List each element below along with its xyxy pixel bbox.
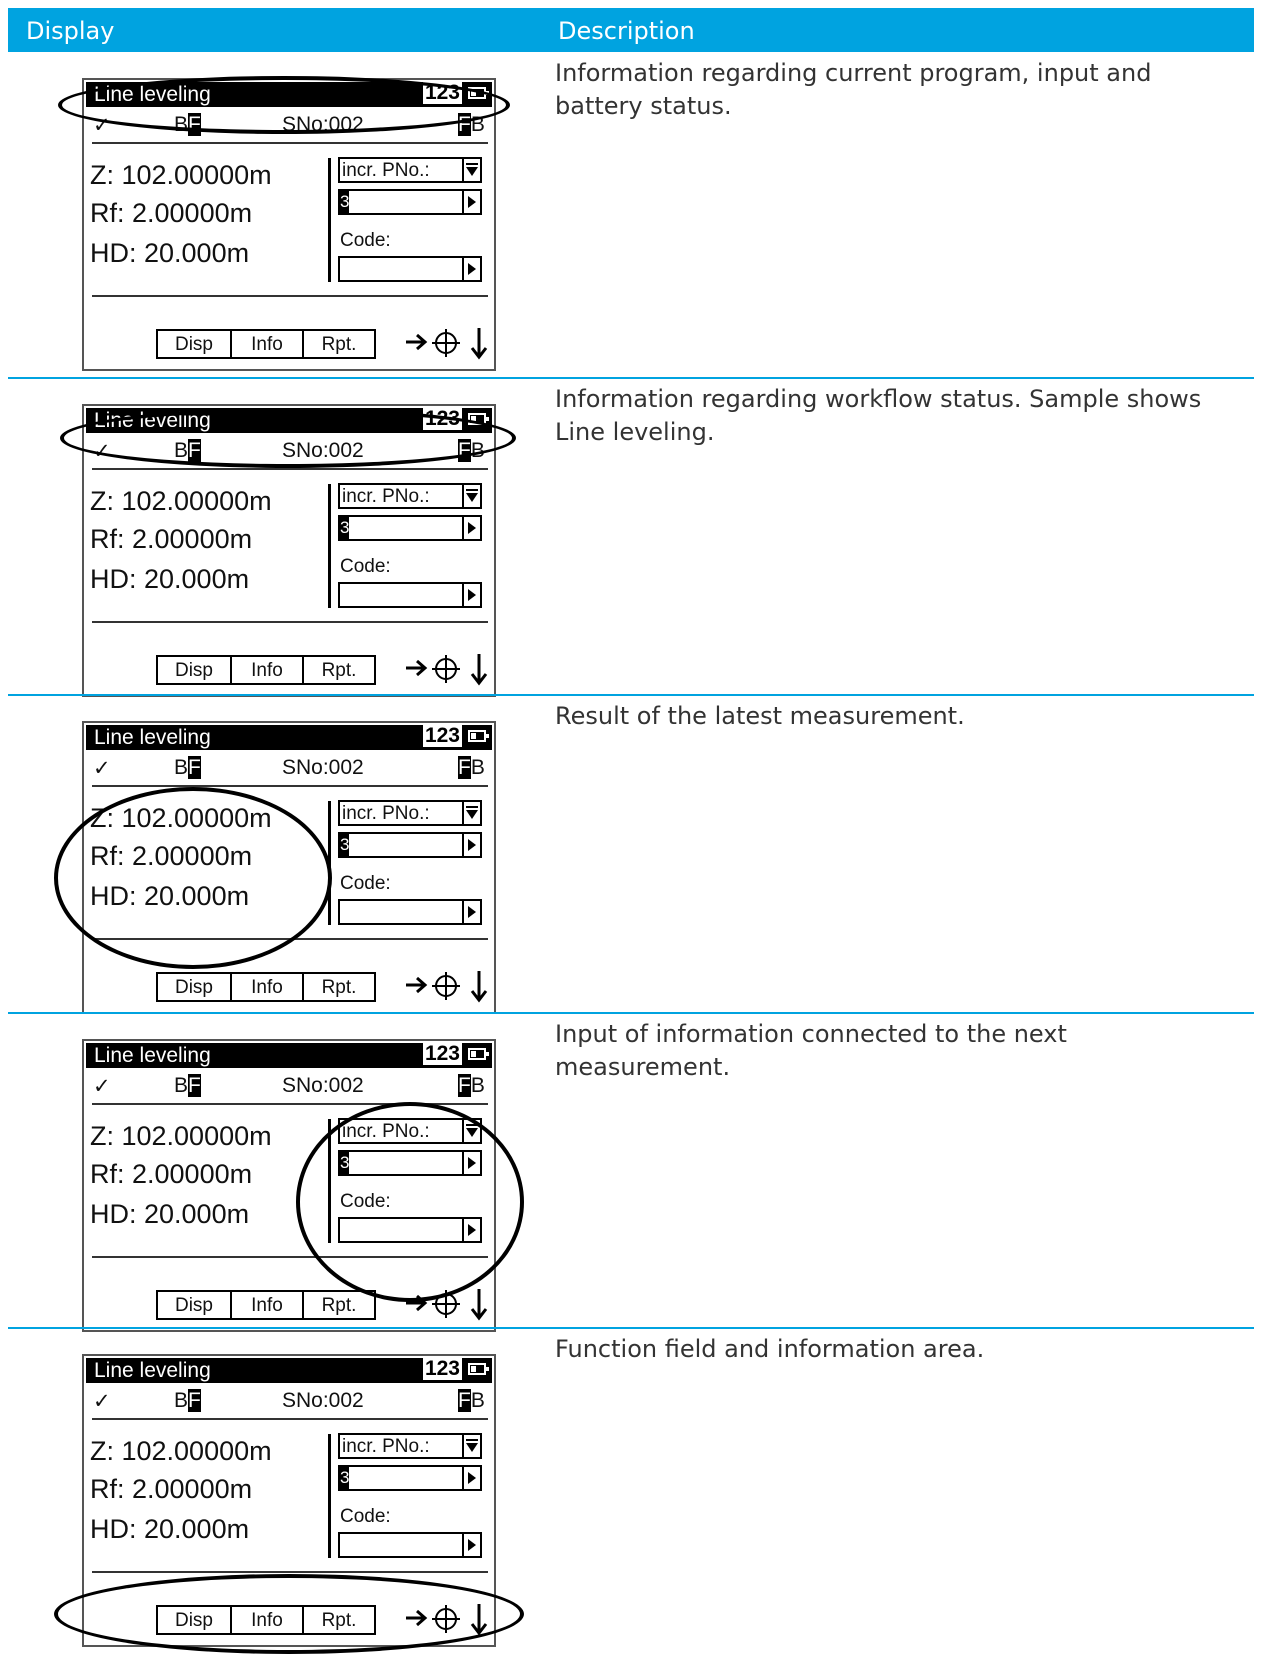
divider-vertical xyxy=(328,484,331,608)
bf-indicator: BF xyxy=(174,756,201,779)
code-input[interactable] xyxy=(338,582,482,608)
play-arrow-icon[interactable] xyxy=(462,901,480,923)
input-mode-indicator: 123 xyxy=(424,81,460,104)
battery-icon xyxy=(468,1363,486,1375)
pno-value: 3 xyxy=(340,192,349,211)
row-separator xyxy=(8,377,1254,379)
bf-indicator: BF xyxy=(174,439,201,462)
fb-indicator: FB xyxy=(458,439,485,462)
program-title: Line leveling xyxy=(94,726,211,749)
fb-indicator: FB xyxy=(458,1074,485,1097)
row-separator xyxy=(8,694,1254,696)
bf-indicator: BF xyxy=(174,1074,201,1097)
divider-top xyxy=(92,785,488,787)
softkey-rpt[interactable]: Rpt. xyxy=(302,972,376,1002)
row-separator xyxy=(8,1327,1254,1329)
fb-indicator: FB xyxy=(458,756,485,779)
rf-value: Rf: 2.00000m xyxy=(90,524,253,554)
softkey-info[interactable]: Info xyxy=(230,655,304,685)
check-icon: ✓ xyxy=(93,114,111,137)
row-description: Result of the latest measurement. xyxy=(555,702,965,730)
pno-input[interactable] xyxy=(338,832,482,858)
arrow-right-icon xyxy=(406,335,425,349)
hd-value: HD: 20.000m xyxy=(90,238,250,268)
input-mode-indicator: 123 xyxy=(424,407,460,430)
z-value: Z: 102.00000m xyxy=(90,486,272,516)
divider-top xyxy=(92,142,488,144)
arrow-right-icon xyxy=(406,661,425,675)
pno-value: 3 xyxy=(340,1153,349,1172)
station-number: SNo:002 xyxy=(282,439,364,462)
play-arrow-icon[interactable] xyxy=(462,1534,480,1556)
rf-value: Rf: 2.00000m xyxy=(90,841,253,871)
pno-input[interactable] xyxy=(338,189,482,215)
softkey-info[interactable]: Info xyxy=(230,972,304,1002)
battery-icon xyxy=(468,1048,486,1060)
pno-mode-select[interactable]: incr. PNo.: xyxy=(338,800,482,826)
pno-mode-select[interactable]: incr. PNo.: xyxy=(338,483,482,509)
softkey-rpt[interactable]: Rpt. xyxy=(302,329,376,359)
arrow-down-icon xyxy=(472,1289,486,1318)
row-description: Information regarding current program, input and battery status. xyxy=(555,59,1152,120)
rf-value: Rf: 2.00000m xyxy=(90,198,253,228)
softkey-disp[interactable]: Disp xyxy=(156,1290,232,1320)
row-description: Input of information connected to the next measurement. xyxy=(555,1020,1067,1081)
pno-input[interactable] xyxy=(338,1465,482,1491)
status-icons xyxy=(404,967,492,1003)
play-arrow-icon[interactable] xyxy=(462,584,480,606)
pno-input[interactable] xyxy=(338,515,482,541)
softkey-disp[interactable]: Disp xyxy=(156,655,232,685)
softkey-disp[interactable]: Disp xyxy=(156,972,232,1002)
highlight-ellipse xyxy=(54,787,332,969)
input-mode-indicator: 123 xyxy=(424,1357,460,1380)
hd-value: HD: 20.000m xyxy=(90,881,250,911)
arrow-down-icon xyxy=(472,328,486,357)
dropdown-arrow-icon[interactable] xyxy=(462,802,480,824)
hd-value: HD: 20.000m xyxy=(90,1199,250,1229)
status-icons xyxy=(404,650,492,686)
softkey-info[interactable]: Info xyxy=(230,329,304,359)
highlight-ellipse xyxy=(60,408,516,468)
station-number: SNo:002 xyxy=(282,1389,364,1412)
battery-icon xyxy=(468,730,486,742)
pno-value: 3 xyxy=(340,835,349,854)
rf-value: Rf: 2.00000m xyxy=(90,1474,253,1504)
code-label: Code: xyxy=(340,556,391,577)
pno-mode-select[interactable]: incr. PNo.: xyxy=(338,1433,482,1459)
z-value: Z: 102.00000m xyxy=(90,803,272,833)
divider-vertical xyxy=(328,158,331,282)
arrow-right-icon xyxy=(406,978,425,992)
check-icon: ✓ xyxy=(93,1390,111,1413)
station-number: SNo:002 xyxy=(282,1074,364,1097)
fb-indicator: FB xyxy=(458,113,485,136)
check-icon: ✓ xyxy=(93,757,111,780)
pno-value: 3 xyxy=(340,518,349,537)
code-label: Code: xyxy=(340,873,391,894)
rf-value: Rf: 2.00000m xyxy=(90,1159,253,1189)
softkey-disp[interactable]: Disp xyxy=(156,329,232,359)
check-icon: ✓ xyxy=(93,440,111,463)
input-mode-indicator: 123 xyxy=(424,724,460,747)
z-value: Z: 102.00000m xyxy=(90,1121,272,1151)
play-arrow-icon[interactable] xyxy=(462,1467,480,1489)
highlight-ellipse xyxy=(54,1574,524,1654)
status-bar xyxy=(86,1358,492,1383)
program-title: Line leveling xyxy=(94,1359,211,1382)
row-description: Function field and information area. xyxy=(555,1335,985,1363)
arrow-down-icon xyxy=(472,654,486,683)
softkey-info[interactable]: Info xyxy=(230,1605,304,1635)
program-title: Line leveling xyxy=(94,409,211,432)
header-display: Display xyxy=(26,17,115,45)
hd-value: HD: 20.000m xyxy=(90,564,250,594)
softkey-disp[interactable]: Disp xyxy=(156,1605,232,1635)
code-input[interactable] xyxy=(338,256,482,282)
hd-value: HD: 20.000m xyxy=(90,1514,250,1544)
highlight-ellipse xyxy=(296,1102,524,1302)
softkey-rpt[interactable]: Rpt. xyxy=(302,1605,376,1635)
station-number: SNo:002 xyxy=(282,113,364,136)
z-value: Z: 102.00000m xyxy=(90,1436,272,1466)
code-label: Code: xyxy=(340,1506,391,1527)
input-mode-indicator: 123 xyxy=(424,1042,460,1065)
status-bar xyxy=(86,725,492,750)
row-separator xyxy=(8,1012,1254,1014)
highlight-ellipse xyxy=(58,76,510,134)
code-label: Code: xyxy=(340,230,391,251)
divider-vertical xyxy=(328,1434,331,1558)
bf-indicator: BF xyxy=(174,113,201,136)
softkey-rpt[interactable]: Rpt. xyxy=(302,655,376,685)
play-arrow-icon[interactable] xyxy=(462,517,480,539)
z-value: Z: 102.00000m xyxy=(90,160,272,190)
program-title: Line leveling xyxy=(94,83,211,106)
softkey-rpt[interactable]: Rpt. xyxy=(302,1290,376,1320)
dropdown-arrow-icon[interactable] xyxy=(462,485,480,507)
station-number: SNo:002 xyxy=(282,756,364,779)
code-input[interactable] xyxy=(338,899,482,925)
status-bar xyxy=(86,1043,492,1068)
divider-bottom xyxy=(92,1571,488,1573)
program-title: Line leveling xyxy=(94,1044,211,1067)
code-input[interactable] xyxy=(338,1532,482,1558)
play-arrow-icon[interactable] xyxy=(462,834,480,856)
crosshair-icon xyxy=(432,655,460,683)
crosshair-icon xyxy=(432,972,460,1000)
divider-top xyxy=(92,1418,488,1420)
code-label: Code: xyxy=(340,1191,391,1212)
fb-indicator: FB xyxy=(458,1389,485,1412)
play-arrow-icon[interactable] xyxy=(462,258,480,280)
play-arrow-icon[interactable] xyxy=(462,191,480,213)
pno-mode-select[interactable]: incr. PNo.: xyxy=(338,157,482,183)
crosshair-icon xyxy=(432,329,460,357)
divider-bottom xyxy=(92,295,488,297)
dropdown-arrow-icon[interactable] xyxy=(462,159,480,181)
table-header xyxy=(8,8,1254,52)
status-icons xyxy=(404,324,492,360)
row-description: Information regarding workflow status. Sample shows Line leveling. xyxy=(555,385,1202,446)
divider-bottom xyxy=(92,621,488,623)
bf-indicator: BF xyxy=(174,1389,201,1412)
check-icon: ✓ xyxy=(93,1075,111,1098)
arrow-down-icon xyxy=(472,971,486,1000)
softkey-info[interactable]: Info xyxy=(230,1290,304,1320)
divider-top xyxy=(92,468,488,470)
pno-mode-select[interactable]: incr. PNo.: xyxy=(338,1118,482,1144)
header-description: Description xyxy=(558,17,695,45)
pno-value: 3 xyxy=(340,1468,349,1487)
dropdown-arrow-icon[interactable] xyxy=(462,1435,480,1457)
